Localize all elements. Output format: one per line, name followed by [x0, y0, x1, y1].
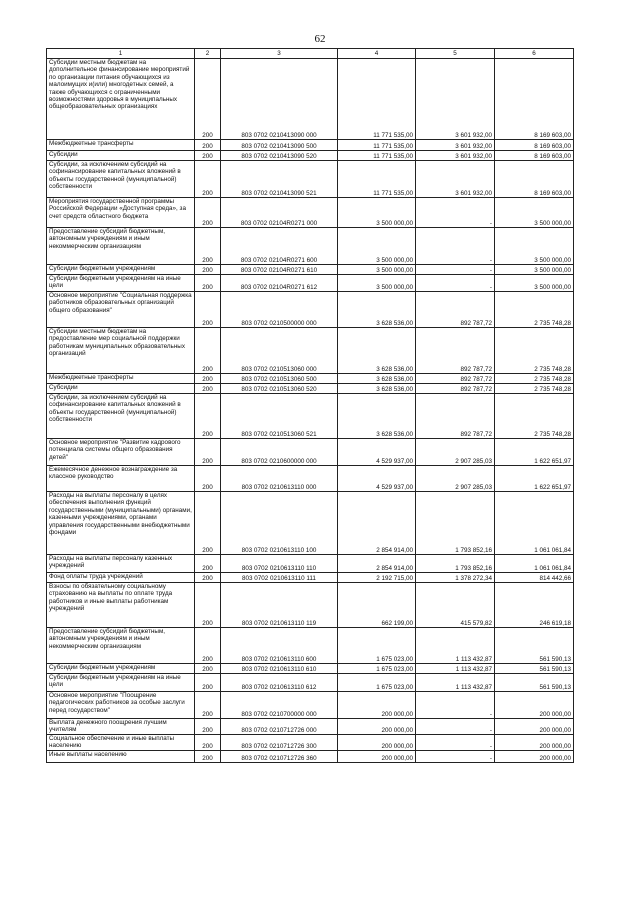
remaining-amount: 8 169 603,00: [495, 59, 574, 140]
row-name: Расходы на выплаты персоналу казенных учреждений: [47, 555, 195, 573]
approved-amount: 200 000,00: [338, 735, 416, 751]
table-row: [47, 628, 574, 664]
remaining-amount: 814 442,66: [495, 573, 574, 583]
approved-amount: 3 628 536,00: [338, 328, 416, 374]
approved-amount: 4 529 937,00: [338, 466, 416, 492]
row-name: Межбюджетные трансферты: [47, 374, 195, 384]
approved-amount: 3 628 536,00: [338, 292, 416, 328]
admin-code: 200: [195, 466, 221, 492]
budget-code: 803 0702 0210712726 300: [221, 735, 338, 751]
table-row: [47, 719, 574, 735]
budget-code: 803 0702 0210613110 612: [221, 674, 338, 692]
remaining-amount: 1 061 061,84: [495, 555, 574, 573]
admin-code: 200: [195, 275, 221, 292]
table-row: [47, 384, 574, 394]
remaining-amount: 2 735 748,28: [495, 394, 574, 439]
admin-code: 200: [195, 583, 221, 628]
admin-code: 200: [195, 394, 221, 439]
table-row: [47, 151, 574, 161]
column-header: 3: [221, 49, 338, 59]
approved-amount: 3 628 536,00: [338, 384, 416, 394]
admin-code: 200: [195, 265, 221, 275]
table-row: [47, 664, 574, 674]
approved-amount: 11 771 535,00: [338, 140, 416, 151]
budget-code: 803 0702 0210513060 500: [221, 374, 338, 384]
admin-code: 200: [195, 374, 221, 384]
approved-amount: 11 771 535,00: [338, 161, 416, 198]
budget-code: 803 0702 0210500000 000: [221, 292, 338, 328]
row-name: Социальное обеспечение и иные выплаты населению: [47, 735, 195, 751]
executed-amount: -: [416, 692, 495, 719]
table-row: [47, 674, 574, 692]
row-name: Субсидии: [47, 384, 195, 394]
executed-amount: 1 113 432,87: [416, 674, 495, 692]
admin-code: 200: [195, 674, 221, 692]
admin-code: 200: [195, 439, 221, 466]
admin-code: 200: [195, 735, 221, 751]
executed-amount: 1 793 852,16: [416, 555, 495, 573]
row-name: Взносы по обязательному социальному страхованию на выплаты по оплате труда работников и иные выплаты работникам учреждений: [47, 583, 195, 628]
row-name: Межбюджетные трансферты: [47, 140, 195, 151]
remaining-amount: 3 500 000,00: [495, 198, 574, 228]
column-header: 6: [495, 49, 574, 59]
row-name: Ежемесячное денежное вознаграждение за классное руководство: [47, 466, 195, 492]
budget-code: 803 0702 0210613110 600: [221, 628, 338, 664]
column-header: 5: [416, 49, 495, 59]
row-name: Предоставление субсидий бюджетным, автономным учреждениям и иным некоммерческим организациям: [47, 228, 195, 265]
remaining-amount: 200 000,00: [495, 692, 574, 719]
page-number: 62: [314, 33, 326, 45]
approved-amount: 2 854 914,00: [338, 492, 416, 555]
approved-amount: 3 500 000,00: [338, 228, 416, 265]
budget-code: 803 0702 02104R0271 612: [221, 275, 338, 292]
budget-code: 803 0702 0210613110 111: [221, 573, 338, 583]
executed-amount: -: [416, 228, 495, 265]
budget-code: 803 0702 02104R0271 610: [221, 265, 338, 275]
table-row: [47, 583, 574, 628]
table-row: [47, 555, 574, 573]
executed-amount: -: [416, 198, 495, 228]
remaining-amount: 561 590,13: [495, 674, 574, 692]
budget-code: 803 0702 0210712726 000: [221, 719, 338, 735]
row-name: Фонд оплаты труда учреждений: [47, 573, 195, 583]
remaining-amount: 3 500 000,00: [495, 265, 574, 275]
row-name: Расходы на выплаты персоналу в целях обеспечения выполнения функций государственными (муниципальными) органами, казенными учреждениями, органами управления государственными внебюджетными фондами: [47, 492, 195, 555]
row-name: Предоставление субсидий бюджетным, автономным учреждениям и иным некоммерческим организациям: [47, 628, 195, 664]
table-row: [47, 292, 574, 328]
approved-amount: 1 675 023,00: [338, 664, 416, 674]
admin-code: 200: [195, 198, 221, 228]
remaining-amount: 2 735 748,28: [495, 292, 574, 328]
approved-amount: 1 675 023,00: [338, 674, 416, 692]
approved-amount: 662 199,00: [338, 583, 416, 628]
executed-amount: 1 113 432,87: [416, 664, 495, 674]
budget-code: 803 0702 0210613110 610: [221, 664, 338, 674]
remaining-amount: 3 500 000,00: [495, 228, 574, 265]
executed-amount: -: [416, 719, 495, 735]
table-row: [47, 692, 574, 719]
table-row: [47, 466, 574, 492]
admin-code: 200: [195, 59, 221, 140]
remaining-amount: 2 735 748,28: [495, 374, 574, 384]
row-name: Иные выплаты населению: [47, 751, 195, 763]
column-header: 1: [47, 49, 195, 59]
budget-code: 803 0702 0210413090 500: [221, 140, 338, 151]
approved-amount: 11 771 535,00: [338, 59, 416, 140]
row-name: Основное мероприятие "Социальная поддержка работников образовательных организаций общего образования": [47, 292, 195, 328]
budget-code: 803 0702 0210413090 000: [221, 59, 338, 140]
budget-code: 803 0702 0210613110 110: [221, 555, 338, 573]
budget-code: 803 0702 0210700000 000: [221, 692, 338, 719]
approved-amount: 1 675 023,00: [338, 628, 416, 664]
budget-code: 803 0702 0210712726 360: [221, 751, 338, 763]
table-row: [47, 198, 574, 228]
remaining-amount: 1 061 061,84: [495, 492, 574, 555]
executed-amount: 2 907 285,03: [416, 466, 495, 492]
approved-amount: 200 000,00: [338, 751, 416, 763]
executed-amount: 3 601 932,00: [416, 161, 495, 198]
executed-amount: 892 787,72: [416, 328, 495, 374]
remaining-amount: 2 735 748,28: [495, 384, 574, 394]
admin-code: 200: [195, 719, 221, 735]
approved-amount: 3 628 536,00: [338, 374, 416, 384]
remaining-amount: 561 590,13: [495, 664, 574, 674]
table-row: [47, 328, 574, 374]
admin-code: 200: [195, 492, 221, 555]
table-row: [47, 59, 574, 140]
executed-amount: 2 907 285,03: [416, 439, 495, 466]
budget-code: 803 0702 02104R0271 000: [221, 198, 338, 228]
row-name: Выплата денежного поощрения лучшим учителям: [47, 719, 195, 735]
remaining-amount: 8 169 603,00: [495, 140, 574, 151]
table-row: [47, 265, 574, 275]
row-name: Субсидии местным бюджетам на дополнительное финансирование мероприятий по организации питания обучающихся из малоимущих и(или) многодетных семей, а также обучающихся с ограниченными возможностями здоровья в муниципальных общеобразовательных организациях: [47, 59, 195, 140]
budget-code: 803 0702 0210613110 000: [221, 466, 338, 492]
budget-code: 803 0702 0210513060 521: [221, 394, 338, 439]
executed-amount: 1 793 852,16: [416, 492, 495, 555]
row-name: Мероприятия государственной программы Российской Федерации «Доступная среда», за счет средств областного бюджета: [47, 198, 195, 228]
executed-amount: -: [416, 275, 495, 292]
remaining-amount: 246 619,18: [495, 583, 574, 628]
row-name: Субсидии, за исключением субсидий на софинансирование капитальных вложений в объекты государственной (муниципальной) собственности: [47, 394, 195, 439]
row-name: Субсидии, за исключением субсидий на софинансирование капитальных вложений в объекты государственной (муниципальной) собственности: [47, 161, 195, 198]
admin-code: 200: [195, 228, 221, 265]
executed-amount: 892 787,72: [416, 292, 495, 328]
admin-code: 200: [195, 292, 221, 328]
approved-amount: 3 628 536,00: [338, 394, 416, 439]
budget-code: 803 0702 0210613110 100: [221, 492, 338, 555]
approved-amount: 3 500 000,00: [338, 198, 416, 228]
admin-code: 200: [195, 140, 221, 151]
executed-amount: 892 787,72: [416, 384, 495, 394]
admin-code: 200: [195, 751, 221, 763]
admin-code: 200: [195, 328, 221, 374]
executed-amount: -: [416, 751, 495, 763]
admin-code: 200: [195, 161, 221, 198]
column-header: 4: [338, 49, 416, 59]
budget-code: 803 0702 02104R0271 600: [221, 228, 338, 265]
executed-amount: -: [416, 735, 495, 751]
table-row: [47, 439, 574, 466]
admin-code: 200: [195, 151, 221, 161]
table-row: [47, 573, 574, 583]
executed-amount: 1 113 432,87: [416, 628, 495, 664]
row-name: Субсидии: [47, 151, 195, 161]
header-row: [47, 49, 574, 59]
executed-amount: 1 378 272,34: [416, 573, 495, 583]
remaining-amount: 3 500 000,00: [495, 275, 574, 292]
budget-code: 803 0702 0210613110 119: [221, 583, 338, 628]
remaining-amount: 1 622 651,97: [495, 439, 574, 466]
remaining-amount: 561 590,13: [495, 628, 574, 664]
executed-amount: 892 787,72: [416, 394, 495, 439]
admin-code: 200: [195, 628, 221, 664]
table-row: [47, 394, 574, 439]
row-name: Субсидии бюджетным учреждениям на иные цели: [47, 275, 195, 292]
table-row: [47, 275, 574, 292]
executed-amount: 415 579,82: [416, 583, 495, 628]
table-row: [47, 492, 574, 555]
remaining-amount: 200 000,00: [495, 751, 574, 763]
approved-amount: 2 854 914,00: [338, 555, 416, 573]
budget-code: 803 0702 0210413090 521: [221, 161, 338, 198]
remaining-amount: 200 000,00: [495, 735, 574, 751]
remaining-amount: 200 000,00: [495, 719, 574, 735]
executed-amount: 892 787,72: [416, 374, 495, 384]
row-name: Субсидии бюджетным учреждениям на иные цели: [47, 674, 195, 692]
table-row: [47, 140, 574, 151]
admin-code: 200: [195, 384, 221, 394]
row-name: Основное мероприятие "Поощрение педагогических работников за особые заслуги перед государством": [47, 692, 195, 719]
budget-code: 803 0702 0210513060 520: [221, 384, 338, 394]
budget-code: 803 0702 0210413090 520: [221, 151, 338, 161]
approved-amount: 3 500 000,00: [338, 265, 416, 275]
remaining-amount: 2 735 748,28: [495, 328, 574, 374]
approved-amount: 200 000,00: [338, 692, 416, 719]
budget-table: [46, 48, 574, 763]
row-name: Основное мероприятие "Развитие кадрового потенциала системы общего образования детей": [47, 439, 195, 466]
approved-amount: 11 771 535,00: [338, 151, 416, 161]
executed-amount: 3 601 932,00: [416, 59, 495, 140]
table-row: [47, 161, 574, 198]
column-header: 2: [195, 49, 221, 59]
admin-code: 200: [195, 692, 221, 719]
remaining-amount: 8 169 603,00: [495, 151, 574, 161]
approved-amount: 2 192 715,00: [338, 573, 416, 583]
budget-code: 803 0702 0210513060 000: [221, 328, 338, 374]
admin-code: 200: [195, 555, 221, 573]
budget-code: 803 0702 0210600000 000: [221, 439, 338, 466]
table-row: [47, 751, 574, 763]
table-row: [47, 228, 574, 265]
row-name: Субсидии бюджетным учреждениям: [47, 265, 195, 275]
row-name: Субсидии бюджетным учреждениям: [47, 664, 195, 674]
admin-code: 200: [195, 664, 221, 674]
executed-amount: 3 601 932,00: [416, 151, 495, 161]
approved-amount: 200 000,00: [338, 719, 416, 735]
executed-amount: -: [416, 265, 495, 275]
table-row: [47, 374, 574, 384]
remaining-amount: 1 622 651,97: [495, 466, 574, 492]
admin-code: 200: [195, 573, 221, 583]
executed-amount: 3 601 932,00: [416, 140, 495, 151]
approved-amount: 4 529 937,00: [338, 439, 416, 466]
row-name: Субсидии местным бюджетам на предоставление мер социальной поддержки работникам муниципальных образовательных организаций: [47, 328, 195, 374]
table-row: [47, 735, 574, 751]
remaining-amount: 8 169 603,00: [495, 161, 574, 198]
approved-amount: 3 500 000,00: [338, 275, 416, 292]
